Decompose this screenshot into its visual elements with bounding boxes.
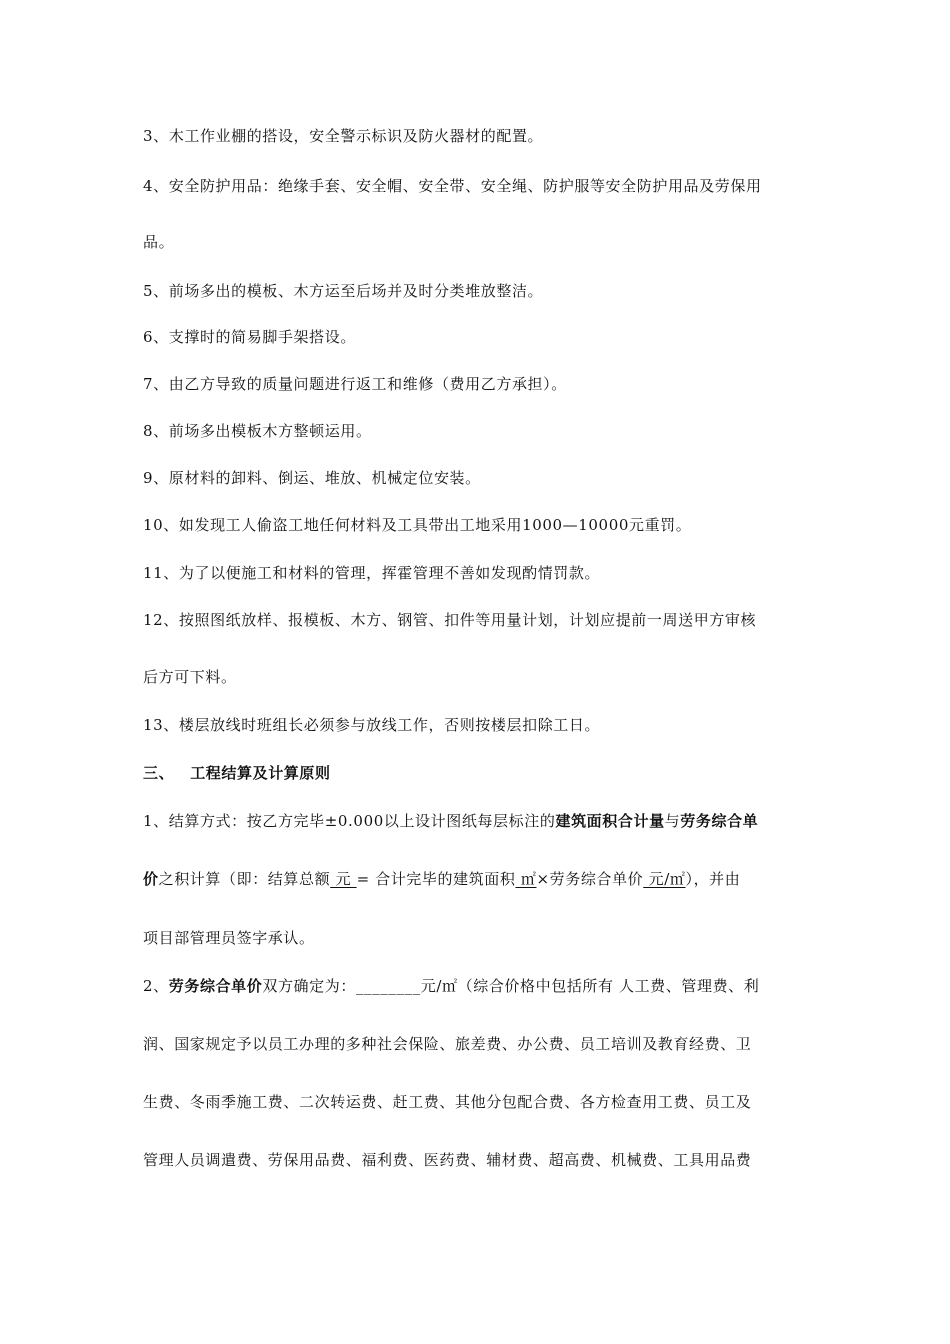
clause-1-area-term: 建筑面积合计量	[555, 812, 665, 830]
clause-1-line-3: 项目部管理员签字承认。	[143, 929, 315, 947]
clause-2-line-3: 生费、冬雨季施工费、二次转运费、赶工费、其他分包配合费、各方检查用工费、员工及	[143, 1093, 752, 1111]
item-3: 3、木工作业棚的搭设，安全警示标识及防火器材的配置。	[143, 127, 544, 145]
clause-1-price-term: 劳务综合单	[680, 812, 759, 830]
item-9: 9、原材料的卸料、倒运、堆放、机械定位安装。	[143, 469, 481, 487]
item-5: 5、前场多出的模板、木方运至后场并及时分类堆放整洁。	[143, 282, 544, 300]
item-6: 6、支撑时的简易脚手架搭设。	[143, 328, 356, 346]
clause-1-price-label: ×劳务综合单价	[536, 870, 644, 888]
clause-1-line-end: ），并由	[685, 870, 741, 888]
clause-2-line-1	[143, 976, 759, 996]
clause-2-line-4: 管理人员调遣费、劳保用品费、福利费、医药费、辅材费、超高费、机械费、工具用品费	[143, 1151, 752, 1169]
section-number: 三、	[143, 764, 175, 782]
clause-1-area-unit: ㎡	[515, 870, 537, 888]
clause-1-price-unit: 元/㎡	[643, 870, 686, 888]
item-4-continued: 品。	[143, 233, 175, 251]
section-heading	[143, 763, 331, 783]
item-12: 12、按照图纸放样、报模板、木方、钢管、扣件等用量计划，计划应提前一周送甲方审核	[143, 611, 757, 629]
item-10: 10、如发现工人偷盗工地任何材料及工具带出工地采用1000—10000元重罚。	[143, 516, 692, 534]
item-13: 13、楼层放线时班组长必须参与放线工作，否则按楼层扣除工日。	[143, 716, 601, 734]
clause-1-total-unit: 元	[330, 870, 357, 888]
section-title: 工程结算及计算原则	[190, 764, 331, 782]
item-12-continued: 后方可下料。	[143, 668, 237, 686]
item-8: 8、前场多出模板木方整顿运用。	[143, 422, 372, 440]
item-4: 4、安全防护用品：绝缘手套、安全帽、安全带、安全绳、防护服等安全防护用品及劳保用	[143, 177, 762, 195]
clause-1-line-2	[143, 869, 740, 889]
clause-2-number: 2、	[143, 977, 169, 995]
clause-2-line-2: 润、国家规定予以员工办理的多种社会保险、旅差费、办公费、员工培训及教育经费、卫	[143, 1035, 752, 1053]
clause-1-line-1	[143, 811, 758, 831]
clause-1-text: 1、结算方式：按乙方完毕±0.000以上设计图纸每层标注的	[143, 812, 556, 830]
clause-1-formula-intro: 之积计算（即：结算总额	[158, 870, 331, 888]
clause-1-area-label: = 合计完毕的建筑面积	[356, 870, 516, 888]
clause-2-text: 双方确定为：________元/㎡（综合价格中包括所有 人工费、管理费、利	[262, 977, 760, 995]
item-11: 11、为了以便施工和材料的管理，挥霍管理不善如发现酌情罚款。	[143, 564, 601, 582]
item-7: 7、由乙方导致的质量问题进行返工和维修（费用乙方承担）。	[143, 375, 567, 393]
clause-1-price-term-end: 价	[143, 870, 159, 888]
clause-2-price-term: 劳务综合单价	[168, 977, 263, 995]
clause-1-connector: 与	[664, 812, 681, 830]
